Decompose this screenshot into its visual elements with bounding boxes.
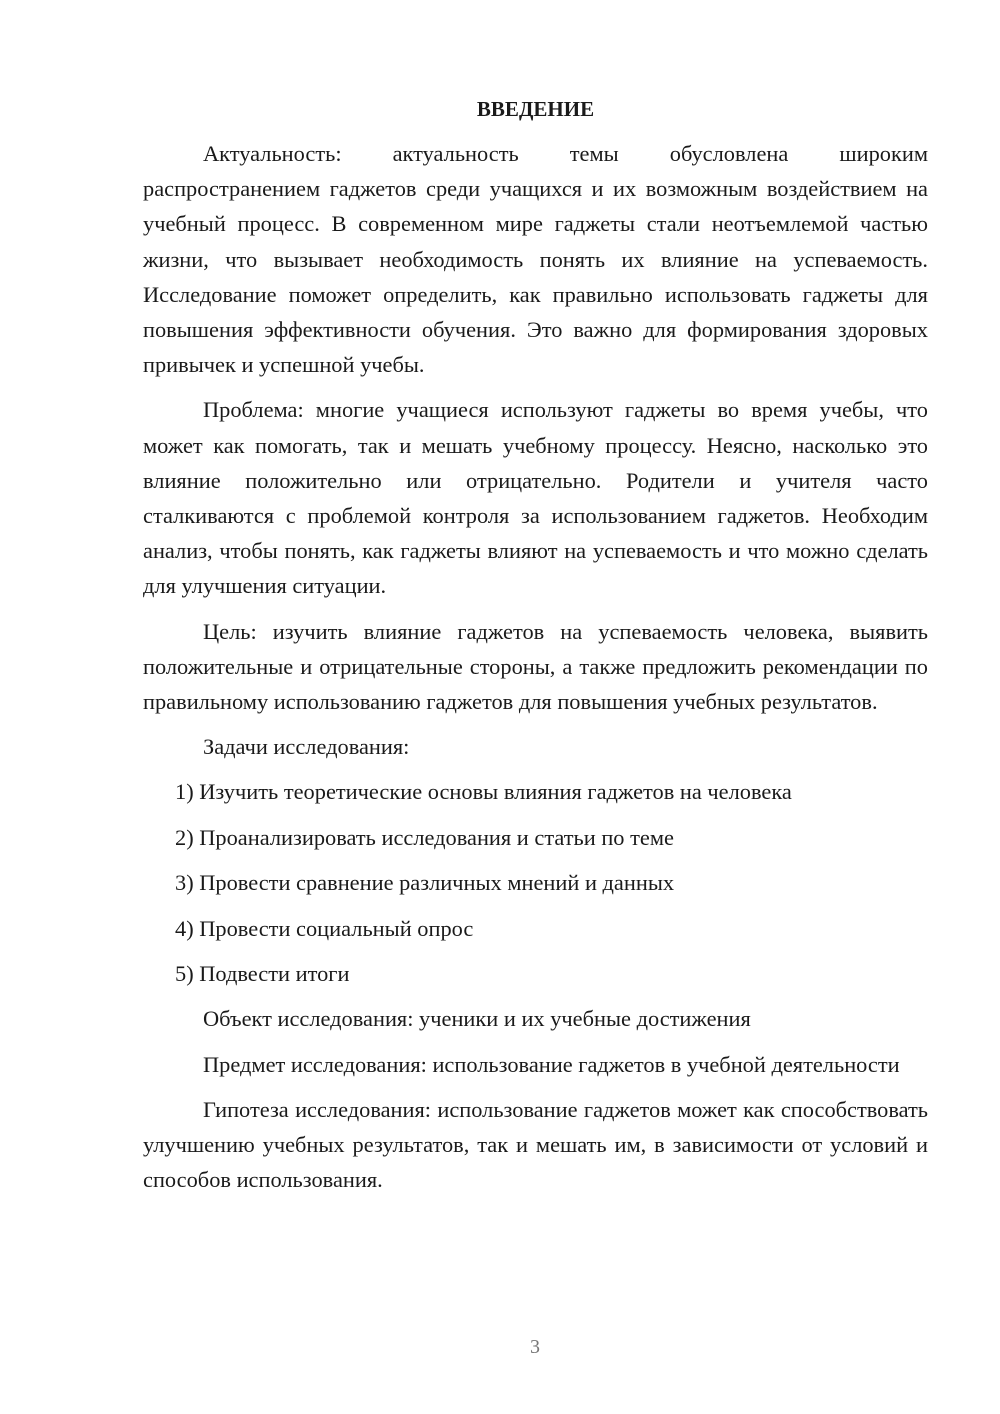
page-number: 3	[530, 1336, 540, 1358]
research-subject: Предмет исследования: использование гаджетов в учебной деятельности	[203, 1051, 900, 1077]
research-hypothesis: Гипотеза исследования: использование гаджетов может как способствовать улучшению учебных результатов, так и мешать им, в зависимости от условий и способов использования.	[143, 1096, 928, 1193]
task-item: 1) Изучить теоретические основы влияния гаджетов на человека	[175, 779, 792, 805]
paragraph-goal: Цель: изучить влияние гаджетов на успеваемость человека, выявить положительные и отрицательные стороны, а также предложить рекомендации по правильному использованию гаджетов для повышения учебных результатов.	[143, 618, 928, 715]
research-object: Объект исследования: ученики и их учебные достижения	[203, 1006, 751, 1032]
document-page	[143, 92, 928, 1207]
paragraph-problem: Проблема: многие учащиеся используют гаджеты во время учебы, что может как помогать, так и мешать учебному процессу. Неясно, насколько это влияние положительно или отрицательно. Родители и учителя часто сталкиваются с проблемой контроля за использованием гаджетов. Необходим анализ, чтобы понять, как гаджеты влияют на успеваемость и что можно сделать для улучшения ситуации.	[143, 397, 928, 599]
document-title: ВВЕДЕНИЕ	[476, 97, 595, 121]
paragraph-relevance: Актуальность: актуальность темы обусловлена широким распространением гаджетов среди учащихся и их возможным воздействием на учебный процесс. В современном мире гаджеты стали неотъемлемой частью жизни, что вызывает необходимость понять их влияние на успеваемость. Исследование поможет определить, как правильно использовать гаджеты для повышения эффективности обучения. Это важно для формирования здоровых привычек и успешной учебы.	[143, 141, 928, 378]
task-item: 3) Провести сравнение различных мнений и данных	[175, 870, 675, 896]
task-item: 2) Проанализировать исследования и статьи по теме	[175, 824, 674, 850]
task-item: 5) Подвести итоги	[175, 961, 350, 987]
tasks-list	[143, 774, 928, 991]
tasks-heading: Задачи исследования:	[203, 734, 410, 760]
task-item: 4) Провести социальный опрос	[175, 915, 474, 941]
